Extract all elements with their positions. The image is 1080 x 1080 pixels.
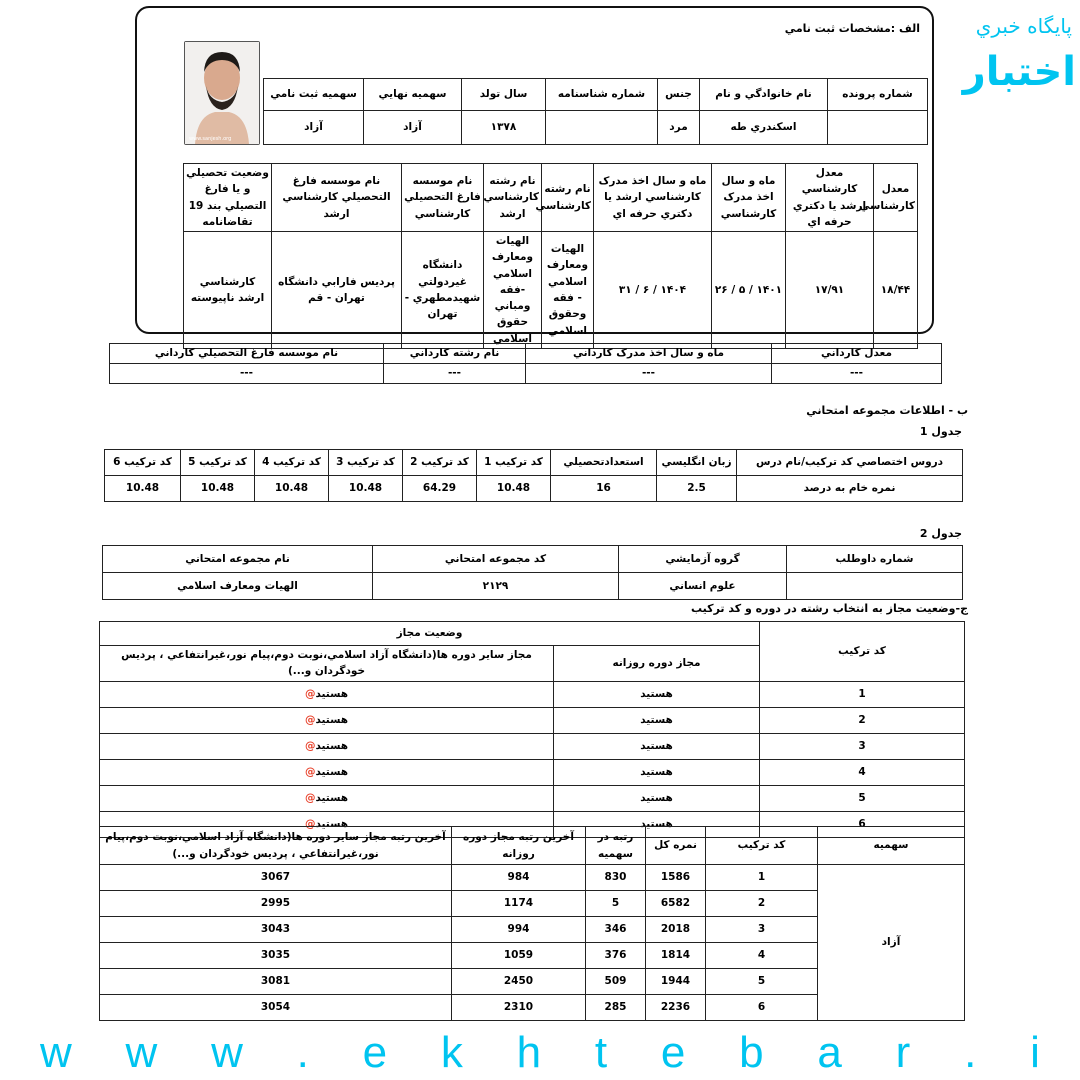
- exam-group-table: [102, 545, 963, 600]
- scores-table: [104, 449, 963, 502]
- url-char: a: [817, 1028, 842, 1077]
- header-education-status: وضعيت تحصيلي و يا فارغ التصيلي بند 19 تقاضانامه: [184, 164, 272, 232]
- section-b-title: ب - اطلاعات مجموعه امتحاني: [806, 404, 968, 417]
- header-associate-date: ماه و سال اخذ مدرک كارداني: [526, 344, 772, 364]
- header-eligibility-status: وضعيت مجاز: [100, 622, 760, 646]
- other-last-rank: 3081: [100, 969, 452, 995]
- value-education-status: كارشناسي ارشد ناپيوسته: [184, 232, 272, 349]
- url-char: t: [594, 1028, 608, 1077]
- value-aptitude: 16: [551, 476, 657, 502]
- eligible-text: هستيد: [315, 791, 349, 804]
- header-quota: سهميه: [818, 827, 965, 865]
- value-master-date: ۱۴۰۴ / ۶ / ۳۱: [594, 232, 712, 349]
- combo-code: 6: [706, 995, 818, 1021]
- value-bachelor-institute: دانشگاه غيردولتي شهيدمطهري - تهران: [402, 232, 484, 349]
- header-exam-set-code: كد مجموعه امتحاني: [373, 546, 619, 573]
- value-combo-1: 10.48: [477, 476, 551, 502]
- other-eligible: [100, 707, 554, 733]
- combo-code: 5: [760, 785, 965, 811]
- url-char: h: [516, 1028, 542, 1077]
- personal-info-table: [263, 78, 928, 145]
- other-last-rank: 3043: [100, 917, 452, 943]
- value-associate-gpa: ---: [772, 364, 942, 384]
- person-photo-icon: [185, 42, 259, 144]
- section-a-title: الف :مشخصات ثبت نامي: [784, 22, 920, 35]
- scores-header-row: [105, 450, 963, 476]
- daily-last-rank: 994: [452, 917, 586, 943]
- daily-eligible: هستيد: [554, 811, 760, 837]
- combo-code: 5: [706, 969, 818, 995]
- value-combo-3: 10.48: [329, 476, 403, 502]
- daily-eligible: هستيد: [554, 733, 760, 759]
- daily-last-rank: 984: [452, 865, 586, 891]
- education-header-row: [184, 164, 918, 232]
- value-id-number: [546, 111, 658, 145]
- total-score: 1944: [646, 969, 706, 995]
- value-associate-date: ---: [526, 364, 772, 384]
- logo-subtitle: پايگاه خبري: [975, 14, 1072, 38]
- eligible-text: هستيد: [315, 765, 349, 778]
- header-quota-rank: رتبه در سهميه: [586, 827, 646, 865]
- header-combo-2: كد تركيب 2: [403, 450, 477, 476]
- header-aptitude: استعدادتحصيلي: [551, 450, 657, 476]
- svg-text:www.sanjesh.org: www.sanjesh.org: [189, 136, 232, 142]
- daily-last-rank: 1174: [452, 891, 586, 917]
- url-char: w: [40, 1028, 72, 1077]
- url-char: b: [739, 1028, 764, 1077]
- header-daily-last-rank: آخرين رتبه مجاز دوره روزانه: [452, 827, 586, 865]
- other-eligible: [100, 681, 554, 707]
- rank-row: [100, 865, 965, 891]
- header-associate-institute: نام موسسه فارغ التحصيلي كارداني: [110, 344, 384, 364]
- eligibility-table: [99, 621, 965, 838]
- daily-eligible: هستيد: [554, 707, 760, 733]
- applicant-photo: [184, 41, 260, 145]
- url-char: e: [362, 1028, 388, 1077]
- header-master-field: نام رشته كارشناسي ارشد: [484, 164, 542, 232]
- value-birth-year: ۱۳۷۸: [462, 111, 546, 145]
- value-associate-field: ---: [384, 364, 526, 384]
- header-other-eligible: مجاز ساير دوره ها(دانشگاه آزاد اسلامي،نوبت دوم،پيام نور،غيرانتفاعي ، پرديس خودگردان و...): [100, 646, 554, 682]
- value-candidate-number: [787, 573, 963, 600]
- combo-code: 3: [760, 733, 965, 759]
- total-score: 1586: [646, 865, 706, 891]
- combo-code: 2: [760, 707, 965, 733]
- other-last-rank: 3067: [100, 865, 452, 891]
- at-mark-icon: @: [304, 713, 316, 726]
- total-score: 6582: [646, 891, 706, 917]
- exam-group-header-row: [103, 546, 963, 573]
- education-table: [183, 163, 918, 349]
- associate-degree-table: [109, 343, 942, 384]
- header-id-number: شماره شناسنامه: [546, 79, 658, 111]
- exam-group-value-row: [103, 573, 963, 600]
- at-mark-icon: @: [304, 817, 316, 830]
- header-course: دروس اختصاصي كد تركيب/نام درس: [737, 450, 963, 476]
- quota-rank: 376: [586, 943, 646, 969]
- quota-rank: 346: [586, 917, 646, 943]
- header-gender: جنس: [658, 79, 700, 111]
- header-master-institute: نام موسسه فارغ التحصيلي كارشناسي ارشد: [272, 164, 402, 232]
- section-c-title: ج-وضعيت مجاز به انتخاب رشته در دوره و كد تركيب: [691, 602, 968, 615]
- header-english: زبان انگليسي: [657, 450, 737, 476]
- other-last-rank: 3054: [100, 995, 452, 1021]
- combo-code: 6: [760, 811, 965, 837]
- logo-brand: اختبار: [962, 49, 1076, 95]
- header-combo-5: كد تركيب 5: [181, 450, 255, 476]
- value-combo-5: 10.48: [181, 476, 255, 502]
- header-full-name: نام خانوادگي و نام: [700, 79, 828, 111]
- header-combo-3: كد تركيب 3: [329, 450, 403, 476]
- value-bachelor-gpa: ۱۸/۴۴: [874, 232, 918, 349]
- combo-code: 4: [706, 943, 818, 969]
- at-mark-icon: @: [304, 687, 316, 700]
- value-master-institute: پرديس فارابي دانشگاه تهران - قم: [272, 232, 402, 349]
- value-bachelor-field: الهيات ومعارف اسلامي - فقه وحقوق اسلامي: [542, 232, 594, 349]
- url-char: w: [125, 1028, 158, 1077]
- total-score: 2236: [646, 995, 706, 1021]
- scores-value-row: [105, 476, 963, 502]
- value-combo-4: 10.48: [255, 476, 329, 502]
- rank-header-row: [100, 827, 965, 865]
- row-label-raw-percent: نمره خام به درصد: [737, 476, 963, 502]
- value-master-gpa: ۱۷/۹۱: [786, 232, 874, 349]
- eligible-text: هستيد: [315, 817, 349, 830]
- personal-value-row: [264, 111, 928, 145]
- other-eligible: [100, 733, 554, 759]
- header-combo-6: كد تركيب 6: [105, 450, 181, 476]
- header-combo-1: كد تركيب 1: [477, 450, 551, 476]
- value-final-quota: آزاد: [364, 111, 462, 145]
- website-url: [0, 1028, 1080, 1078]
- value-exam-group: علوم انساني: [619, 573, 787, 600]
- value-combo-6: 10.48: [105, 476, 181, 502]
- header-master-date: ماه و سال اخذ مدرک كارشناسي ارشد يا دكتري حرفه اي: [594, 164, 712, 232]
- eligible-text: هستيد: [315, 713, 349, 726]
- value-english: 2.5: [657, 476, 737, 502]
- education-value-row: [184, 232, 918, 349]
- daily-eligible: هستيد: [554, 759, 760, 785]
- header-final-quota: سهميه نهايي: [364, 79, 462, 111]
- value-file-number: [828, 111, 928, 145]
- value-full-name: اسكندري طه: [700, 111, 828, 145]
- url-char: w: [211, 1028, 243, 1077]
- combo-code: 1: [760, 681, 965, 707]
- value-registered-quota: آزاد: [264, 111, 364, 145]
- header-master-gpa: معدل كارشناسي ارشد يا دكتري حرفه اي: [786, 164, 874, 232]
- daily-eligible: هستيد: [554, 785, 760, 811]
- eligibility-row: [100, 759, 965, 785]
- combo-code: 1: [706, 865, 818, 891]
- header-bachelor-date: ماه و سال اخذ مدرک كارشناسي: [712, 164, 786, 232]
- eligibility-row: [100, 681, 965, 707]
- header-exam-set-name: نام مجموعه امتحاني: [103, 546, 373, 573]
- header-bachelor-field: نام رشته كارشناسي: [542, 164, 594, 232]
- url-char: .: [296, 1028, 309, 1077]
- daily-eligible: هستيد: [554, 681, 760, 707]
- value-gender: مرد: [658, 111, 700, 145]
- eligibility-header-row-1: [100, 622, 965, 646]
- combo-code: 4: [760, 759, 965, 785]
- value-master-field: الهيات ومعارف اسلامي -فقه ومباني حقوق اسلامي: [484, 232, 542, 349]
- eligibility-row: [100, 785, 965, 811]
- header-exam-group: گروه آزمايشي: [619, 546, 787, 573]
- rank-table: [99, 826, 965, 1021]
- daily-last-rank: 2450: [452, 969, 586, 995]
- table2-title: جدول 2: [919, 527, 962, 540]
- value-exam-set-code: ۲۱۲۹: [373, 573, 619, 600]
- combo-code: 3: [706, 917, 818, 943]
- header-combo-code: كد تركيب: [760, 622, 965, 682]
- value-combo-2: 64.29: [403, 476, 477, 502]
- eligibility-row: [100, 733, 965, 759]
- url-char: e: [660, 1028, 686, 1077]
- url-char: .: [964, 1028, 977, 1077]
- header-bachelor-institute: نام موسسه فارغ التحصيلي كارشناسي: [402, 164, 484, 232]
- header-combo-code: كد تركيب: [706, 827, 818, 865]
- value-bachelor-date: ۱۴۰۱ / ۵ / ۲۶: [712, 232, 786, 349]
- other-eligible: [100, 785, 554, 811]
- eligibility-row: [100, 707, 965, 733]
- header-associate-gpa: معدل كارداني: [772, 344, 942, 364]
- header-associate-field: نام رشته كارداني: [384, 344, 526, 364]
- url-char: k: [440, 1028, 463, 1077]
- daily-last-rank: 2310: [452, 995, 586, 1021]
- header-registered-quota: سهميه ثبت نامي: [264, 79, 364, 111]
- header-candidate-number: شماره داوطلب: [787, 546, 963, 573]
- header-birth-year: سال تولد: [462, 79, 546, 111]
- other-last-rank: 3035: [100, 943, 452, 969]
- header-file-number: شماره پرونده: [828, 79, 928, 111]
- value-exam-set-name: الهيات ومعارف اسلامي: [103, 573, 373, 600]
- other-eligible: [100, 759, 554, 785]
- url-char: r: [895, 1028, 911, 1077]
- total-score: 2018: [646, 917, 706, 943]
- header-bachelor-gpa: معدل كارشناسي: [874, 164, 918, 232]
- total-score: 1814: [646, 943, 706, 969]
- at-mark-icon: @: [304, 765, 316, 778]
- header-daily-eligible: مجاز دوره روزانه: [554, 646, 760, 682]
- header-other-last-rank: آخرين رتبه مجاز ساير دوره ها(دانشگاه آزاد اسلامي،نوبت دوم،پيام نور،غيرانتفاعي ، پرديس خودگردان و...): [100, 827, 452, 865]
- quota-rank: 830: [586, 865, 646, 891]
- quota-rank: 285: [586, 995, 646, 1021]
- other-last-rank: 2995: [100, 891, 452, 917]
- ekhtebar-logo: [936, 8, 1076, 138]
- eligible-text: هستيد: [315, 739, 349, 752]
- daily-last-rank: 1059: [452, 943, 586, 969]
- eligible-text: هستيد: [315, 687, 349, 700]
- table1-title: جدول 1: [919, 425, 962, 438]
- associate-header-row: [110, 344, 942, 364]
- quota-rank: 5: [586, 891, 646, 917]
- associate-value-row: [110, 364, 942, 384]
- quota-rank: 509: [586, 969, 646, 995]
- header-total-score: نمره كل: [646, 827, 706, 865]
- url-char: i: [1030, 1028, 1040, 1077]
- quota-value: آزاد: [818, 865, 965, 1021]
- header-combo-4: كد تركيب 4: [255, 450, 329, 476]
- personal-header-row: [264, 79, 928, 111]
- value-associate-institute: ---: [110, 364, 384, 384]
- at-mark-icon: @: [304, 791, 316, 804]
- combo-code: 2: [706, 891, 818, 917]
- at-mark-icon: @: [304, 739, 316, 752]
